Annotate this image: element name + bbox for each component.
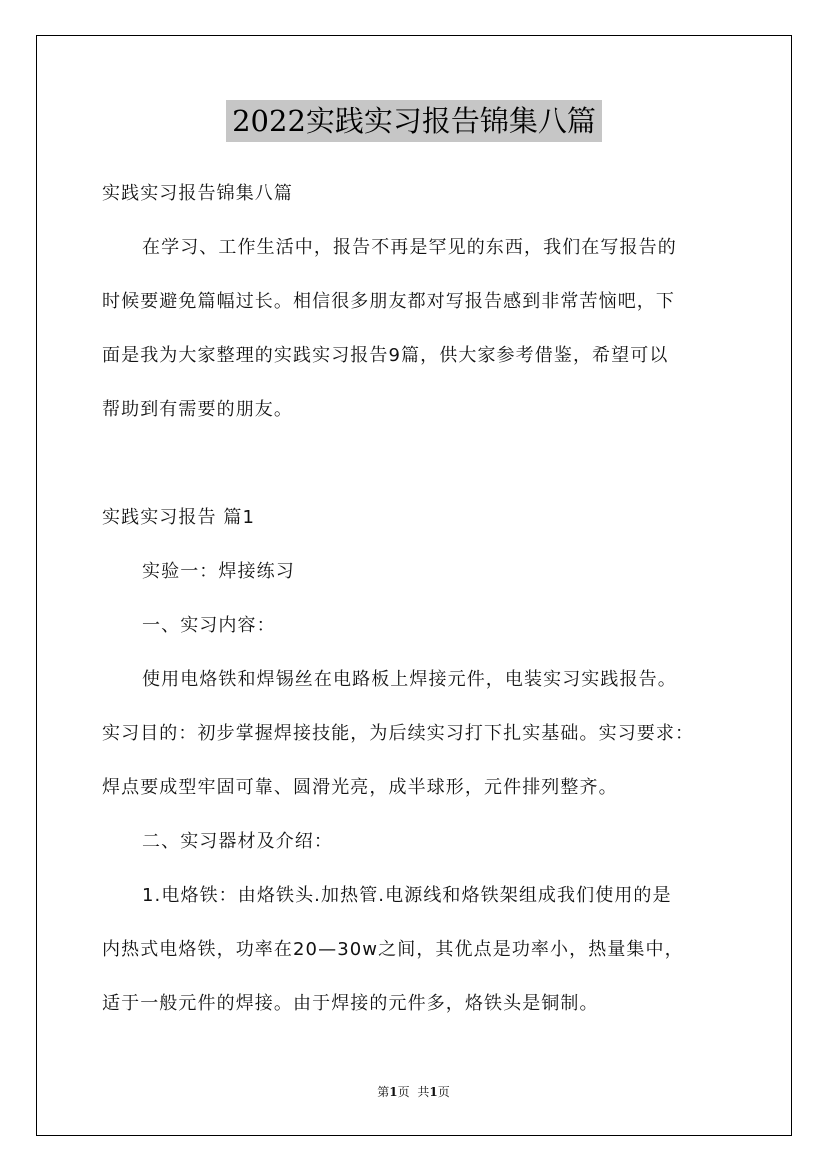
paragraph-line: 实验一：焊接练习 [142, 561, 295, 582]
section-heading: 实践实习报告 篇1 [102, 507, 256, 528]
paragraph-line: 实习目的：初步掌握焊接技能，为后续实习打下扎实基础。实习要求： [102, 723, 695, 744]
paragraph-line: 时候要避免篇幅过长。相信很多朋友都对写报告感到非常苦恼吧，下 [102, 291, 675, 312]
footer-total-number: 1 [429, 1085, 438, 1099]
paragraph-line: 1.电烙铁：由烙铁头.加热管.电源线和烙铁架组成我们使用的是 [142, 885, 672, 906]
footer-total-prefix: 共 [417, 1085, 430, 1099]
paragraph-line: 面是我为大家整理的实践实习报告9篇，供大家参考借鉴，希望可以 [102, 345, 669, 366]
paragraph-line: 在学习、工作生活中，报告不再是罕见的东西，我们在写报告的 [142, 237, 677, 258]
paragraph-line: 二、实习器材及介绍： [142, 831, 333, 852]
footer-total-suffix: 页 [437, 1085, 450, 1099]
paragraph-line: 使用电烙铁和焊锡丝在电路板上焊接元件，电装实习实践报告。 [142, 669, 677, 690]
footer-page-number: 1 [389, 1085, 398, 1099]
paragraph-line: 焊点要成型牢固可靠、圆滑光亮，成半球形，元件排列整齐。 [102, 777, 618, 798]
paragraph-line: 适于一般元件的焊接。由于焊接的元件多，烙铁头是铜制。 [102, 993, 599, 1014]
paragraph-line: 帮助到有需要的朋友。 [102, 399, 293, 420]
paragraph-line: 内热式电烙铁，功率在20—30w之间，其优点是功率小，热量集中， [102, 939, 684, 960]
document-title: 2022实践实习报告锦集八篇 [226, 100, 602, 142]
page-footer [0, 1083, 827, 1100]
doc-subtitle: 实践实习报告锦集八篇 [102, 183, 293, 204]
footer-page-prefix: 第 [377, 1085, 390, 1099]
footer-page-suffix: 页 [397, 1085, 410, 1099]
paragraph-line: 一、实习内容： [142, 615, 276, 636]
